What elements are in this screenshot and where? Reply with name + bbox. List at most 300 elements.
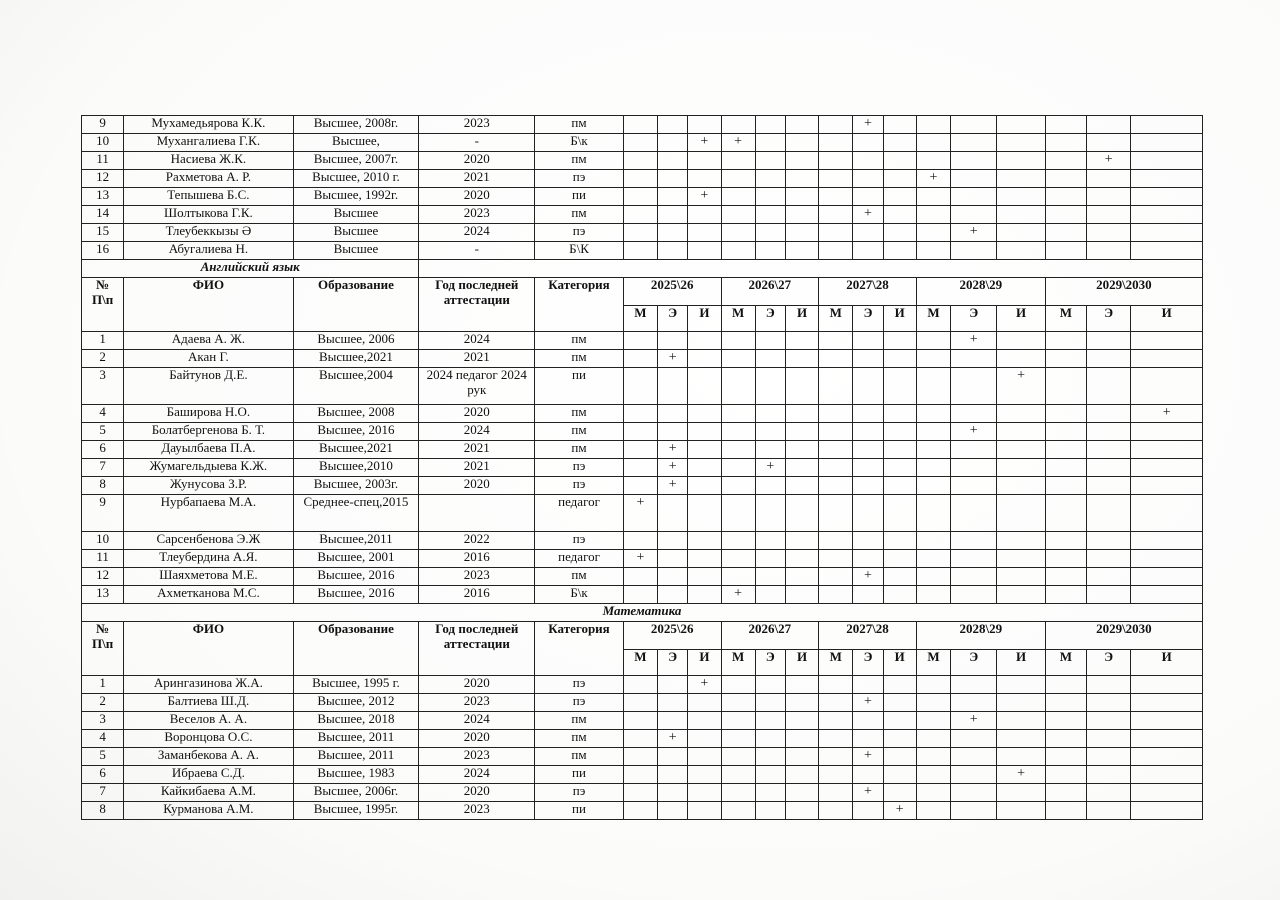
plan-cell <box>1131 495 1203 532</box>
teacher-name: Адаева А. Ж. <box>124 332 293 350</box>
plan-cell <box>1131 676 1203 694</box>
row-number: 8 <box>82 477 124 495</box>
plan-cell <box>755 188 785 206</box>
section-title-filler <box>419 260 1203 278</box>
plan-cell <box>997 550 1045 568</box>
plan-cell <box>755 423 785 441</box>
plan-mark: + <box>688 188 721 206</box>
plan-cell <box>755 116 785 134</box>
education: Высшее, 2016 <box>293 586 419 604</box>
plan-cell <box>755 441 785 459</box>
teacher-name: Мухангалиева Г.К. <box>124 134 293 152</box>
plan-cell <box>1087 730 1131 748</box>
plan-mark: + <box>658 477 688 495</box>
header-school-year: 2027\28 <box>819 278 917 306</box>
teacher-name: Тлеубердина А.Я. <box>124 550 293 568</box>
plan-cell <box>819 206 853 224</box>
category: пм <box>535 423 624 441</box>
plan-cell <box>951 676 997 694</box>
teacher-name: Мухамедьярова К.К. <box>124 116 293 134</box>
plan-cell <box>1087 405 1131 423</box>
plan-cell <box>883 730 916 748</box>
plan-cell <box>997 116 1045 134</box>
row-number: 7 <box>82 784 124 802</box>
row-number: 9 <box>82 495 124 532</box>
plan-cell <box>883 350 916 368</box>
plan-cell <box>1131 712 1203 730</box>
row-number: 12 <box>82 568 124 586</box>
plan-cell <box>997 170 1045 188</box>
plan-cell <box>1045 748 1086 766</box>
plan-cell <box>688 170 721 188</box>
plan-cell <box>1087 477 1131 495</box>
education: Высшее,2011 <box>293 532 419 550</box>
table-row <box>82 730 1203 748</box>
plan-cell <box>883 206 916 224</box>
plan-cell <box>1045 712 1086 730</box>
plan-cell <box>658 405 688 423</box>
education: Высшее, 2007г. <box>293 152 419 170</box>
education: Среднее-спец,2015 <box>293 495 419 532</box>
plan-cell <box>951 206 997 224</box>
plan-cell <box>785 134 818 152</box>
table-row <box>82 766 1203 784</box>
header-school-year: 2028\29 <box>916 278 1045 306</box>
plan-cell <box>658 368 688 405</box>
header-sub: И <box>997 650 1045 676</box>
plan-cell <box>916 423 950 441</box>
plan-mark: + <box>997 368 1045 405</box>
plan-cell <box>997 802 1045 820</box>
plan-cell <box>785 459 818 477</box>
plan-cell <box>1087 441 1131 459</box>
plan-cell <box>1045 116 1086 134</box>
teacher-name: Шолтыкова Г.К. <box>124 206 293 224</box>
plan-cell <box>916 477 950 495</box>
table-row <box>82 748 1203 766</box>
header-sub: Э <box>951 306 997 332</box>
plan-cell <box>785 368 818 405</box>
plan-cell <box>997 712 1045 730</box>
plan-cell <box>755 586 785 604</box>
plan-cell <box>819 134 853 152</box>
plan-cell <box>658 170 688 188</box>
row-number: 7 <box>82 459 124 477</box>
plan-cell <box>1045 242 1086 260</box>
row-number: 1 <box>82 332 124 350</box>
category: пм <box>535 116 624 134</box>
plan-cell <box>1087 550 1131 568</box>
plan-cell <box>1131 568 1203 586</box>
plan-cell <box>623 802 657 820</box>
plan-cell <box>785 676 818 694</box>
plan-cell <box>755 405 785 423</box>
plan-cell <box>721 116 755 134</box>
plan-cell <box>1045 694 1086 712</box>
table-row <box>82 586 1203 604</box>
plan-cell <box>951 568 997 586</box>
header-school-year: 2029\2030 <box>1045 622 1202 650</box>
plan-cell <box>721 495 755 532</box>
plan-cell <box>916 134 950 152</box>
plan-mark: + <box>688 134 721 152</box>
section-title-row <box>82 604 1203 622</box>
plan-mark: + <box>853 568 883 586</box>
plan-cell <box>658 766 688 784</box>
header-sub: М <box>721 650 755 676</box>
table-row <box>82 152 1203 170</box>
plan-cell <box>1131 532 1203 550</box>
plan-cell <box>997 568 1045 586</box>
plan-cell <box>721 802 755 820</box>
plan-cell <box>755 532 785 550</box>
plan-cell <box>853 676 883 694</box>
plan-cell <box>916 784 950 802</box>
plan-cell <box>623 242 657 260</box>
last-attestation-year: 2023 <box>419 116 535 134</box>
header-category: Категория <box>535 622 624 676</box>
plan-cell <box>623 332 657 350</box>
plan-cell <box>688 712 721 730</box>
plan-cell <box>997 224 1045 242</box>
teacher-name: Заманбекова А. А. <box>124 748 293 766</box>
plan-cell <box>658 586 688 604</box>
plan-cell <box>997 405 1045 423</box>
header-sub: И <box>883 650 916 676</box>
plan-cell <box>916 405 950 423</box>
table-row <box>82 802 1203 820</box>
last-attestation-year: 2023 <box>419 802 535 820</box>
last-attestation-year: 2020 <box>419 152 535 170</box>
plan-cell <box>785 532 818 550</box>
plan-cell <box>785 350 818 368</box>
plan-cell <box>755 550 785 568</box>
header-sub: М <box>1045 650 1086 676</box>
last-attestation-year: 2023 <box>419 748 535 766</box>
header-school-year: 2028\29 <box>916 622 1045 650</box>
plan-mark: + <box>623 550 657 568</box>
category: пэ <box>535 694 624 712</box>
plan-cell <box>755 242 785 260</box>
plan-cell <box>916 748 950 766</box>
plan-cell <box>916 441 950 459</box>
plan-cell <box>1131 586 1203 604</box>
header-sub: Э <box>853 306 883 332</box>
plan-mark: + <box>658 441 688 459</box>
education: Высшее, <box>293 134 419 152</box>
plan-cell <box>883 568 916 586</box>
plan-cell <box>997 730 1045 748</box>
plan-cell <box>883 784 916 802</box>
plan-cell <box>755 712 785 730</box>
plan-cell <box>658 802 688 820</box>
last-attestation-year: 2020 <box>419 188 535 206</box>
plan-cell <box>721 694 755 712</box>
plan-cell <box>1131 441 1203 459</box>
last-attestation-year: - <box>419 242 535 260</box>
header-school-year: 2027\28 <box>819 622 917 650</box>
plan-cell <box>916 224 950 242</box>
plan-mark: + <box>853 784 883 802</box>
plan-mark: + <box>853 206 883 224</box>
plan-cell <box>1045 405 1086 423</box>
plan-mark: + <box>658 730 688 748</box>
plan-cell <box>721 459 755 477</box>
plan-cell <box>1131 784 1203 802</box>
plan-cell <box>688 784 721 802</box>
plan-cell <box>1131 350 1203 368</box>
last-attestation-year: 2016 <box>419 550 535 568</box>
plan-cell <box>997 134 1045 152</box>
plan-cell <box>951 188 997 206</box>
plan-cell <box>1087 495 1131 532</box>
last-attestation-year: 2020 <box>419 676 535 694</box>
plan-cell <box>721 350 755 368</box>
plan-cell <box>819 242 853 260</box>
plan-cell <box>688 116 721 134</box>
plan-cell <box>853 350 883 368</box>
header-sub: М <box>623 650 657 676</box>
plan-cell <box>1087 748 1131 766</box>
plan-cell <box>853 495 883 532</box>
plan-cell <box>883 532 916 550</box>
teacher-name: Байтунов Д.Е. <box>124 368 293 405</box>
teacher-name: Арингазинова Ж.А. <box>124 676 293 694</box>
plan-cell <box>658 550 688 568</box>
plan-cell <box>1045 568 1086 586</box>
plan-cell <box>819 550 853 568</box>
plan-mark: + <box>721 586 755 604</box>
plan-cell <box>916 766 950 784</box>
plan-cell <box>853 170 883 188</box>
category: пм <box>535 748 624 766</box>
plan-cell <box>997 694 1045 712</box>
plan-cell <box>755 694 785 712</box>
category: Б\К <box>535 242 624 260</box>
plan-cell <box>883 152 916 170</box>
plan-cell <box>951 242 997 260</box>
plan-cell <box>951 550 997 568</box>
plan-cell <box>916 206 950 224</box>
teacher-name: Балтиева Ш.Д. <box>124 694 293 712</box>
plan-cell <box>1045 495 1086 532</box>
last-attestation-year: 2024 <box>419 766 535 784</box>
plan-cell <box>883 712 916 730</box>
plan-cell <box>819 350 853 368</box>
plan-cell <box>688 802 721 820</box>
plan-cell <box>951 134 997 152</box>
header-sub: И <box>1131 650 1203 676</box>
plan-cell <box>755 495 785 532</box>
education: Высшее <box>293 206 419 224</box>
plan-cell <box>755 730 785 748</box>
education: Высшее, 2016 <box>293 568 419 586</box>
plan-cell <box>785 441 818 459</box>
teacher-name: Воронцова О.С. <box>124 730 293 748</box>
category: пм <box>535 441 624 459</box>
row-number: 3 <box>82 712 124 730</box>
plan-cell <box>755 568 785 586</box>
plan-cell <box>951 170 997 188</box>
category: пи <box>535 766 624 784</box>
plan-cell <box>721 712 755 730</box>
plan-cell <box>819 802 853 820</box>
last-attestation-year: 2024 <box>419 224 535 242</box>
plan-cell <box>1045 188 1086 206</box>
plan-cell <box>916 495 950 532</box>
plan-cell <box>721 188 755 206</box>
education: Высшее <box>293 224 419 242</box>
plan-cell <box>819 676 853 694</box>
section-title-row <box>82 260 1203 278</box>
plan-cell <box>819 477 853 495</box>
teacher-name: Курманова А.М. <box>124 802 293 820</box>
last-attestation-year: 2021 <box>419 441 535 459</box>
plan-cell <box>997 441 1045 459</box>
plan-cell <box>997 532 1045 550</box>
plan-cell <box>688 242 721 260</box>
plan-cell <box>1045 802 1086 820</box>
plan-cell <box>721 224 755 242</box>
plan-cell <box>1045 676 1086 694</box>
plan-cell <box>853 152 883 170</box>
plan-cell <box>883 550 916 568</box>
plan-cell <box>853 368 883 405</box>
plan-cell <box>785 730 818 748</box>
education: Высшее, 2018 <box>293 712 419 730</box>
plan-mark: + <box>853 116 883 134</box>
plan-cell <box>853 477 883 495</box>
plan-cell <box>1131 730 1203 748</box>
plan-cell <box>883 676 916 694</box>
plan-cell <box>916 568 950 586</box>
category: пэ <box>535 784 624 802</box>
plan-cell <box>721 748 755 766</box>
plan-cell <box>623 766 657 784</box>
plan-cell <box>997 242 1045 260</box>
last-attestation-year <box>419 495 535 532</box>
plan-cell <box>819 568 853 586</box>
last-attestation-year: 2021 <box>419 350 535 368</box>
row-number: 11 <box>82 550 124 568</box>
plan-cell <box>997 350 1045 368</box>
plan-cell <box>755 802 785 820</box>
plan-cell <box>721 405 755 423</box>
education: Высшее,2021 <box>293 350 419 368</box>
plan-cell <box>785 152 818 170</box>
plan-cell <box>658 532 688 550</box>
plan-cell <box>755 766 785 784</box>
plan-cell <box>658 712 688 730</box>
plan-mark: + <box>1087 152 1131 170</box>
education: Высшее, 2010 г. <box>293 170 419 188</box>
last-attestation-year: 2024 <box>419 332 535 350</box>
header-row <box>82 622 1203 650</box>
table-row <box>82 405 1203 423</box>
plan-cell <box>951 730 997 748</box>
category: пм <box>535 568 624 586</box>
plan-cell <box>853 423 883 441</box>
plan-cell <box>883 116 916 134</box>
plan-cell <box>1045 332 1086 350</box>
plan-cell <box>916 730 950 748</box>
teacher-name: Насиева Ж.К. <box>124 152 293 170</box>
header-sub: И <box>883 306 916 332</box>
plan-cell <box>1131 550 1203 568</box>
header-number: № П\п <box>82 278 124 332</box>
plan-cell <box>1131 368 1203 405</box>
table-row <box>82 568 1203 586</box>
header-row <box>82 278 1203 306</box>
plan-mark: + <box>658 459 688 477</box>
plan-cell <box>951 532 997 550</box>
plan-cell <box>688 495 721 532</box>
teacher-name: Рахметова А. Р. <box>124 170 293 188</box>
plan-cell <box>916 188 950 206</box>
plan-cell <box>951 350 997 368</box>
category: пи <box>535 802 624 820</box>
table-row <box>82 676 1203 694</box>
plan-cell <box>853 405 883 423</box>
plan-cell <box>623 694 657 712</box>
plan-cell <box>819 170 853 188</box>
header-school-year: 2026\27 <box>721 278 819 306</box>
row-number: 13 <box>82 188 124 206</box>
plan-cell <box>755 676 785 694</box>
header-sub: М <box>916 650 950 676</box>
plan-cell <box>883 441 916 459</box>
section-title: Математика <box>82 604 1203 622</box>
row-number: 4 <box>82 405 124 423</box>
plan-cell <box>721 206 755 224</box>
plan-cell <box>721 730 755 748</box>
plan-mark: + <box>721 134 755 152</box>
row-number: 2 <box>82 694 124 712</box>
teacher-name: Болатбергенова Б. Т. <box>124 423 293 441</box>
plan-cell <box>658 188 688 206</box>
plan-cell <box>883 332 916 350</box>
plan-cell <box>883 495 916 532</box>
plan-cell <box>688 748 721 766</box>
plan-cell <box>951 441 997 459</box>
row-number: 12 <box>82 170 124 188</box>
plan-cell <box>1087 712 1131 730</box>
category: пм <box>535 206 624 224</box>
header-sub: Э <box>658 306 688 332</box>
plan-cell <box>785 568 818 586</box>
plan-cell <box>951 459 997 477</box>
plan-cell <box>658 423 688 441</box>
header-sub: М <box>819 650 853 676</box>
plan-cell <box>1087 116 1131 134</box>
plan-cell <box>997 748 1045 766</box>
plan-cell <box>997 586 1045 604</box>
plan-cell <box>688 459 721 477</box>
plan-cell <box>658 748 688 766</box>
header-fio: ФИО <box>124 278 293 332</box>
plan-cell <box>721 332 755 350</box>
category: пм <box>535 730 624 748</box>
education: Высшее, 1992г. <box>293 188 419 206</box>
plan-cell <box>853 134 883 152</box>
plan-cell <box>688 550 721 568</box>
plan-cell <box>883 134 916 152</box>
plan-cell <box>688 441 721 459</box>
plan-cell <box>853 188 883 206</box>
plan-cell <box>916 550 950 568</box>
category: пм <box>535 152 624 170</box>
plan-cell <box>916 350 950 368</box>
